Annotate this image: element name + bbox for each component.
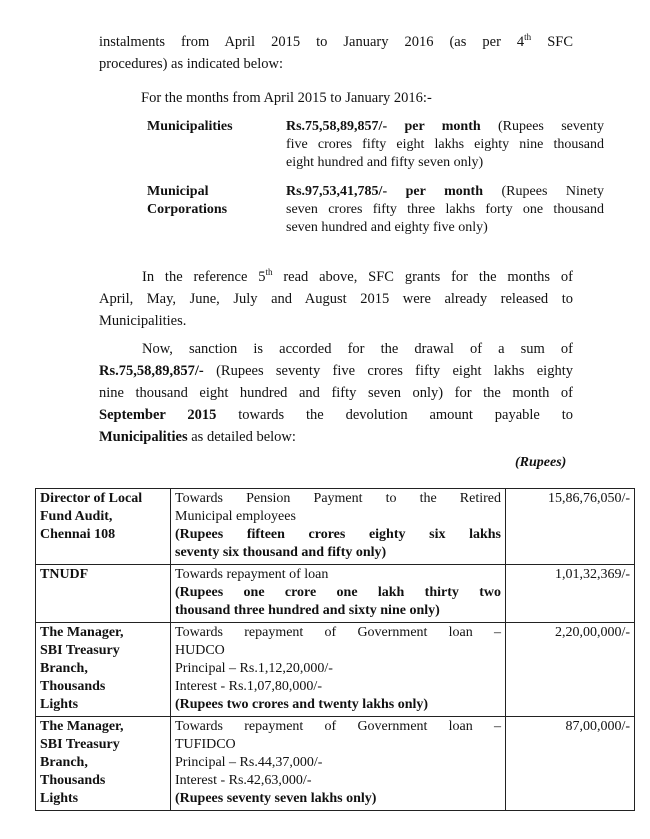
payee-cell [36, 717, 171, 811]
rate-amount: Rs.97,53,41,785/- per month [286, 184, 483, 199]
intro-line-1-text: instalments from April 2015 to January 2016 (as per 4 [99, 34, 525, 50]
payee-line: Thousands [40, 679, 106, 694]
rate-line-2: seven crores fifty three lakhs forty one thousand [286, 202, 604, 217]
sanction-line-2-text: (Rupees seventy five crores fifty eight lakhs eighty [203, 363, 573, 379]
interest-line: Interest - Rs.1,07,80,000/- [175, 679, 322, 694]
sanction-month: September 2015 [99, 407, 217, 423]
amount-in-words: seventy six thousand and fifty only) [175, 545, 387, 560]
payee-line: SBI Treasury [40, 737, 120, 752]
interest-line: Interest - Rs.42,63,000/- [175, 773, 312, 788]
payee-line: Branch, [40, 661, 88, 676]
table-row [36, 489, 635, 565]
ordinal-suffix: th [265, 267, 273, 278]
description-line: Towards repayment of loan [175, 567, 329, 582]
principal-line: Principal – Rs.44,37,000/- [175, 755, 323, 770]
principal-line: Principal – Rs.1,12,20,000/- [175, 661, 333, 676]
rate-label-corporations [147, 183, 227, 219]
sanction-paragraph [99, 338, 573, 448]
sanction-line-2 [99, 360, 573, 382]
payee-line: Lights [40, 791, 79, 806]
table-row [36, 565, 635, 623]
description-cell [171, 565, 506, 623]
rupees-column-header: (Rupees) [515, 455, 567, 470]
payee-line: The Manager, [40, 625, 124, 640]
rate-line-2: five crores fifty eight lakhs eighty nine thousand [286, 137, 604, 152]
payee-line: SBI Treasury [40, 643, 120, 658]
sanction-line-4 [99, 404, 573, 426]
payee-line: Lights [40, 697, 79, 712]
amount-cell: 1,01,32,369/- [506, 565, 635, 623]
sanction-line-5 [99, 426, 573, 448]
payee-line: Branch, [40, 755, 88, 770]
ref-line-2: April, May, June, July and August 2015 were already released to [99, 291, 573, 307]
reference-paragraph [99, 266, 573, 332]
description-line: Municipal employees [175, 509, 296, 524]
intro-line-1-tail: SFC [531, 34, 573, 50]
rate-text-municipalities [286, 118, 604, 172]
ref-line-3: Municipalities. [99, 313, 187, 329]
description-cell [171, 717, 506, 811]
amount-cell: 2,20,00,000/- [506, 623, 635, 717]
table-row [36, 717, 635, 811]
sanction-line-1: Now, sanction is accorded for the drawal of a sum of [142, 341, 573, 357]
amount-cell: 15,86,76,050/- [506, 489, 635, 565]
sanction-payee: Municipalities [99, 429, 188, 445]
rate-line-1 [286, 183, 604, 201]
intro-line-2: procedures) as indicated below: [99, 56, 283, 72]
ref-line-1 [99, 266, 573, 288]
rate-text-corporations [286, 183, 604, 237]
amount-in-words: (Rupees two crores and twenty lakhs only) [175, 697, 429, 712]
description-cell [171, 623, 506, 717]
ordinal-suffix: th [524, 32, 532, 43]
sanction-line-3: nine thousand eight hundred and fifty seven only) for the month of [99, 385, 573, 401]
rate-amount: Rs.75,58,89,857/- per month [286, 119, 481, 134]
amount-in-words: (Rupees seventy seven lakhs only) [175, 791, 377, 806]
amount-in-words: thousand three hundred and sixty nine only) [175, 603, 440, 618]
rate-label-line: Municipal [147, 184, 209, 199]
ref-line-1-tail: read above, SFC grants for the months of [272, 269, 573, 285]
payee-cell [36, 565, 171, 623]
description-line: Towards Pension Payment to the Retired [175, 491, 501, 506]
months-heading: For the months from April 2015 to January 2016:- [141, 90, 432, 106]
payee-line: The Manager, [40, 719, 124, 734]
amount-in-words: (Rupees one crore one lakh thirty two [175, 585, 501, 600]
payee-cell [36, 489, 171, 565]
description-cell [171, 489, 506, 565]
payee-cell [36, 623, 171, 717]
table-row [36, 623, 635, 717]
description-line: TUFIDCO [175, 737, 236, 752]
description-line: HUDCO [175, 643, 225, 658]
payee-line: Thousands [40, 773, 106, 788]
rate-words-start: (Rupees Ninety [483, 184, 605, 199]
sanction-amount: Rs.75,58,89,857/- [99, 363, 204, 379]
payee-line: Fund Audit, [40, 509, 113, 524]
amount-cell: 87,00,000/- [506, 717, 635, 811]
sanction-line-5-text: as detailed below: [187, 429, 296, 445]
intro-paragraph [99, 31, 573, 75]
rate-label-line: Municipalities [147, 119, 233, 134]
rate-line-1 [286, 118, 604, 136]
rate-label-municipalities [147, 118, 233, 136]
payee-line: TNUDF [40, 567, 89, 582]
rate-line-3: seven hundred and eighty five only) [286, 220, 488, 235]
rate-words-start: (Rupees seventy [480, 119, 604, 134]
sanction-line-4-text: towards the devolution amount payable to [216, 407, 573, 423]
description-line: Towards repayment of Government loan – [175, 719, 501, 734]
amount-in-words: (Rupees fifteen crores eighty six lakhs [175, 527, 501, 542]
intro-line-1 [99, 31, 573, 53]
rate-line-3: eight hundred and fifty seven only) [286, 155, 484, 170]
description-line: Towards repayment of Government loan – [175, 625, 501, 640]
payee-line: Director of Local [40, 491, 143, 506]
rate-label-line: Corporations [147, 202, 228, 217]
payee-line: Chennai 108 [40, 527, 116, 542]
ref-line-1-text: In the reference 5 [142, 269, 266, 285]
devolution-table [35, 488, 635, 811]
